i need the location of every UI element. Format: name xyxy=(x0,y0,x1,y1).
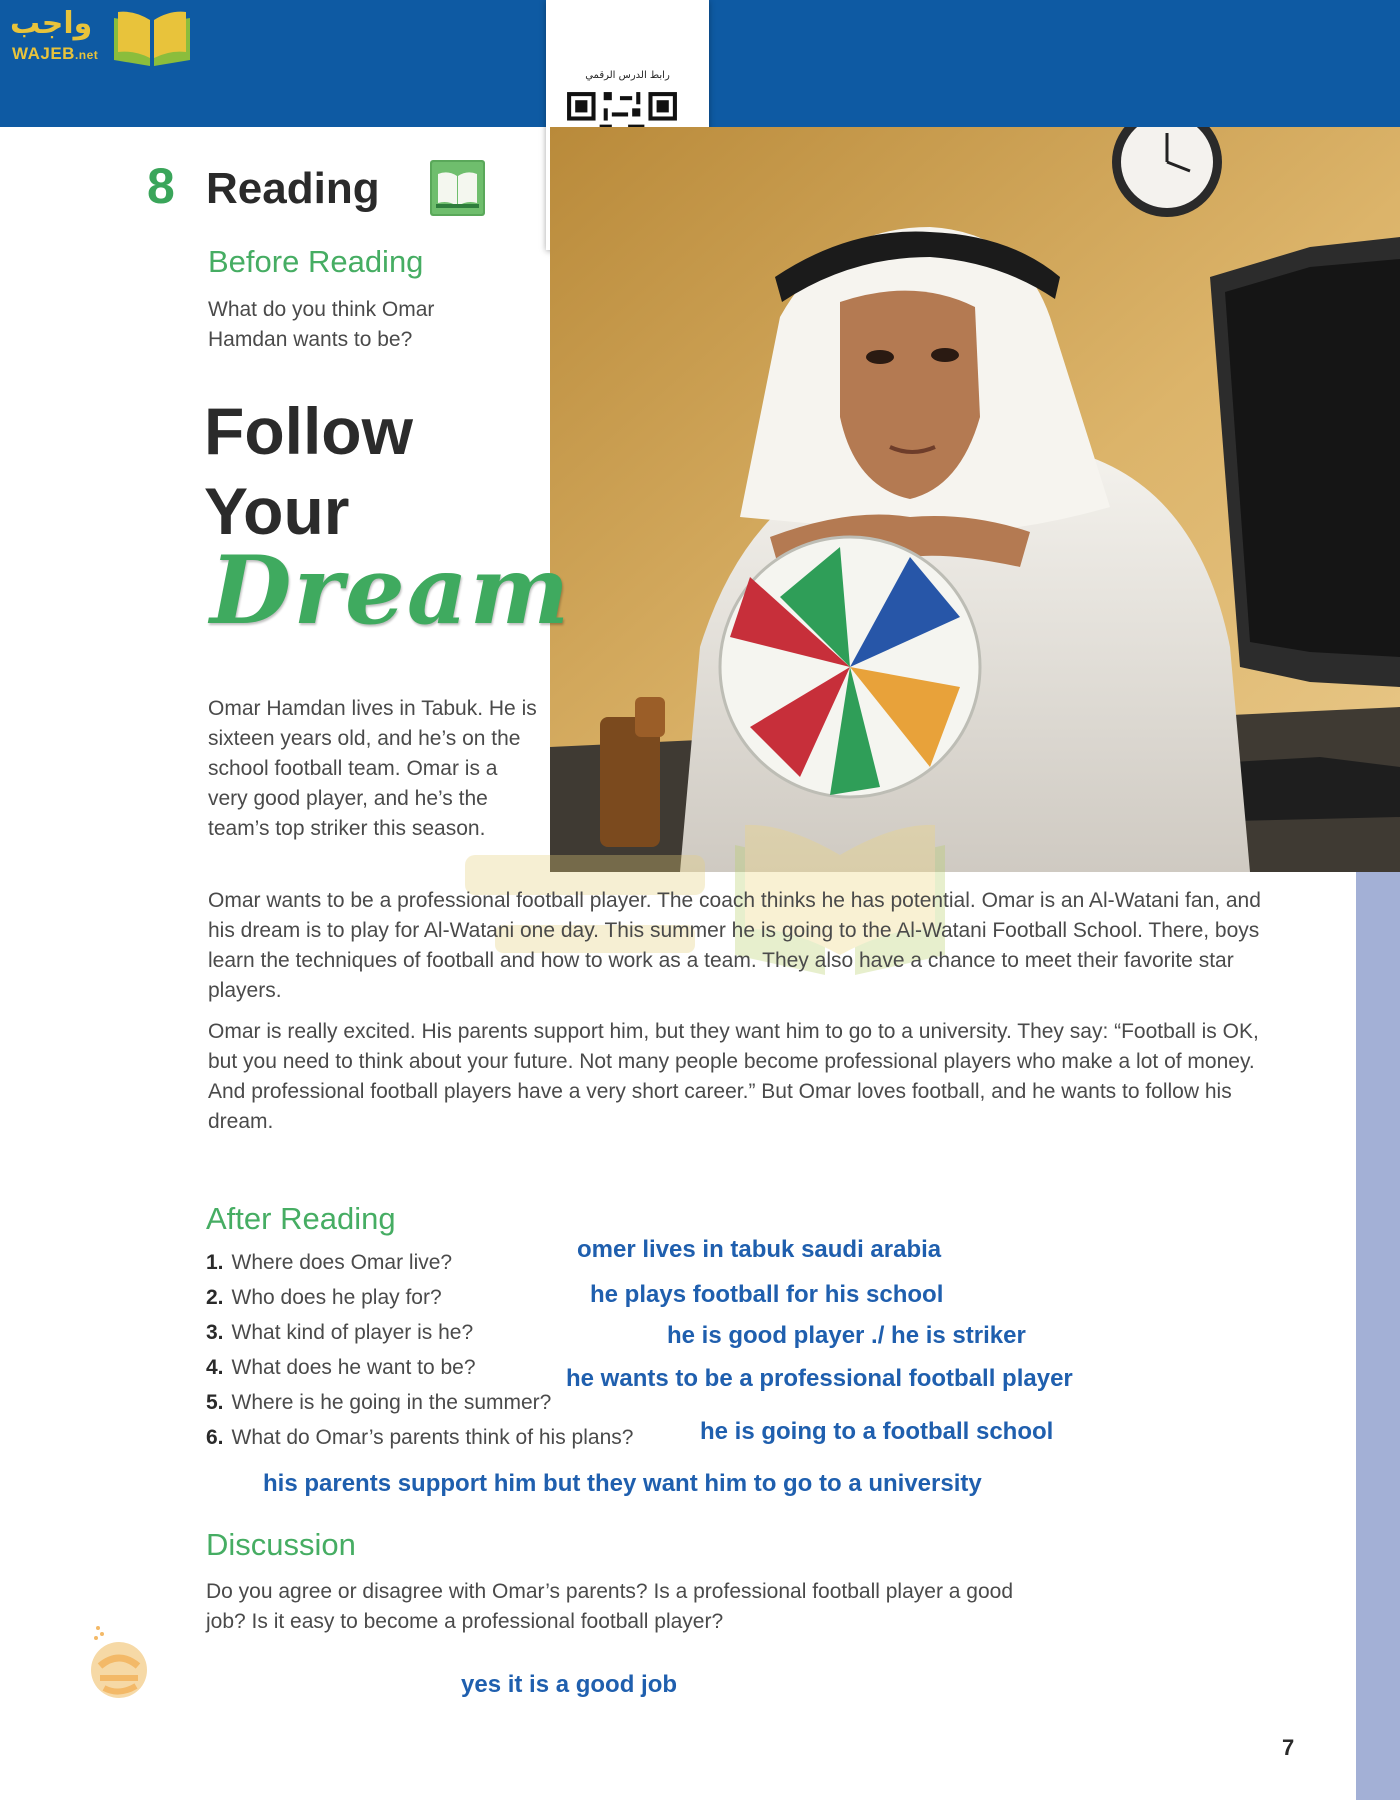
logo-latin-text: WAJEB.net xyxy=(12,44,99,63)
wajeb-logo[interactable] xyxy=(10,6,190,68)
question-3: 3. What kind of player is he? xyxy=(206,1321,474,1344)
answer-5: he is going to a football school xyxy=(700,1418,1054,1445)
discussion-heading: Discussion xyxy=(206,1527,356,1562)
open-book-icon xyxy=(110,8,194,68)
story-paragraph-3: Omar is really excited. His parents support him, but they want him to go to a university. They say: “Football is OK, but you need to think about your future. Not many people become professional players who make a lot of money. And professional football players have a very short career.” But Omar loves football, and he wants to follow his dream. xyxy=(208,1020,1259,1133)
question-1: 1. Where does Omar live? xyxy=(206,1251,453,1274)
student-photo xyxy=(550,127,1400,872)
answer-4: he wants to be a professional football player xyxy=(566,1365,1073,1392)
answer-1: omer lives in tabuk saudi arabia xyxy=(577,1236,942,1263)
question-4: 4. What does he want to be? xyxy=(206,1356,476,1379)
question-2: 2. Who does he play for? xyxy=(206,1286,442,1309)
story-paragraph-2: Omar wants to be a professional football player. The coach thinks he has potential. Omar is an Al-Watani fan, and his dream is to play for Al-Watani one day. This summer he is going to the Al-Watani Football School. There, boys learn the techniques of football and how to work as a team. They also have a chance to meet their favorite star players. xyxy=(208,889,1261,1002)
section-title: Reading xyxy=(206,164,380,213)
logo-arabic-text: واجب xyxy=(10,6,93,41)
discussion-question: Do you agree or disagree with Omar’s parents? Is a professional football player a good job? Is it easy to become a professional football player? xyxy=(206,1580,1014,1633)
answer-3: he is good player ./ he is striker xyxy=(667,1322,1026,1349)
story-title-line1: Follow xyxy=(204,394,413,468)
book-icon xyxy=(430,160,485,216)
discussion-answer: yes it is a good job xyxy=(461,1671,678,1698)
publisher-emblem-icon xyxy=(86,1620,152,1700)
section-number: 8 xyxy=(147,158,175,214)
qr-caption: رابط الدرس الرقمي xyxy=(585,70,670,81)
answer-6: his parents support him but they want him to go to a university xyxy=(263,1470,982,1497)
question-6: 6. What do Omar’s parents think of his plans? xyxy=(206,1426,634,1449)
before-reading-heading: Before Reading xyxy=(208,244,424,279)
page-number: 7 xyxy=(1282,1735,1295,1760)
question-5: 5. Where is he going in the summer? xyxy=(206,1391,552,1414)
story-title-line3: Dream xyxy=(210,536,572,646)
story-paragraph-1: Omar Hamdan lives in Tabuk. He is sixteen years old, and he’s on the school football team. Omar is a very good player, and he’s the team’s top striker this season. xyxy=(208,697,537,840)
answer-2: he plays football for his school xyxy=(590,1281,944,1308)
before-reading-question: What do you think Omar Hamdan wants to be? xyxy=(208,298,435,351)
page-edge-strip xyxy=(1356,872,1400,1800)
after-reading-heading: After Reading xyxy=(206,1201,396,1236)
story-title-line2: Your xyxy=(204,474,350,548)
